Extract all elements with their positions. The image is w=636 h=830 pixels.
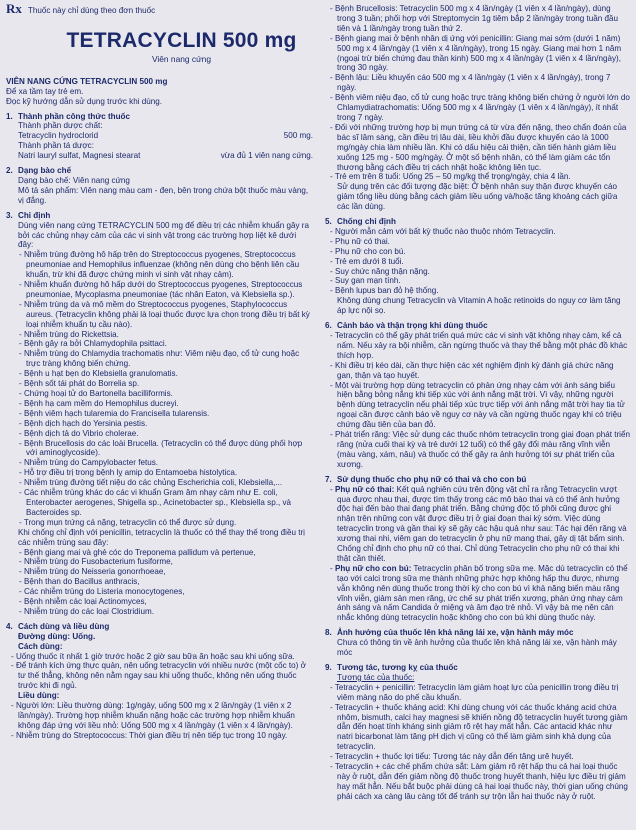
list-item: - Nhiễm trùng do Chlamydia trachomatis như: Viêm niệu đạo, cổ tử cung hoặc trực tràng không biến chứng. — [6, 349, 313, 369]
rx-symbol: Rx — [6, 1, 22, 16]
section-heading: 5. Chống chỉ định — [325, 217, 396, 227]
right-column — [325, 4, 630, 802]
contraindication-list — [325, 227, 630, 296]
section-heading: 6. Cảnh báo và thận trọng khi dùng thuốc — [325, 321, 488, 331]
list-item: - Trẻ em trên 8 tuổi: Uống 25 – 50 mg/kg thể trọng/ngày, chia 4 lần. — [325, 172, 630, 182]
interaction-list — [325, 683, 630, 802]
ingredient-row: Natri lauryl sulfat, Magnesi stearat vừa đủ 1 viên nang cứng. — [18, 151, 313, 161]
section-text: Không dùng chung Tetracyclin và Vitamin A hoặc retinoids do nguy cơ làm tăng áp lực nội sọ. — [337, 296, 621, 316]
list-item: - Bệnh nhiễm các loại Actinomyces, — [6, 597, 313, 607]
section-text: Chưa có thông tin về ảnh hưởng của thuốc lên khả năng lái xe, vận hành máy móc — [337, 638, 617, 658]
section-text: Dạng bào chế: Viên nang cứng — [18, 175, 130, 185]
subsection-heading: Liều dùng: — [18, 691, 60, 701]
section-heading: 9. Tương tác, tương kỵ của thuốc — [325, 663, 458, 672]
section-text: Thành phần dược chất: — [18, 121, 103, 131]
list-item: - Nhiễm trùng do các loại Clostridium. — [6, 607, 313, 617]
list-item: - Người mẫn cảm với bất kỳ thuốc nào thuộc nhóm Tetracyclin. — [325, 227, 630, 237]
list-item: - Bệnh dịch hạch do Yersinia pestis. — [6, 419, 313, 429]
list-item: - Phát triển răng: Việc sử dụng các thuốc nhóm tetracyclin trong giai đoạn phát triển răng (nửa cuối thai kỳ và trẻ dưới 12 tuổi) có thể gây đổi màu răng vĩnh viễn (màu vàng, xám, nâu) và thuốc có thể gây ra ảnh hưởng tới sự phát triển của xương. — [325, 430, 630, 470]
list-item: - Nhiễm trùng đường tiết niệu do các chủng Escherichia coli, Klebsiella,... — [6, 478, 313, 488]
section-text: Dùng viên nang cứng TETRACYCLIN 500 mg để điều trị các nhiễm khuẩn gây ra bởi các chủng nhạy cảm của các vi sinh vật trong các trường hợp liệt kê dưới đây: — [18, 220, 309, 250]
list-item: - Tetracyclin + penicillin: Tetracyclin làm giảm hoạt lực của penicillin trong điều trị viêm màng não do phế cầu khuẩn. — [325, 683, 630, 703]
list-item: - Bệnh u hạt bẹn do Klebsiella granulomatis. — [6, 369, 313, 379]
list-item: - Để tránh kích ứng thực quản, nên uống tetracyclin với nhiều nước (một cốc to) ở tư thế thẳng, không nên nằm ngay sau khi uống thuốc, không nên uống thuốc trước khi đi ngủ. — [6, 661, 313, 691]
usage-list — [6, 652, 313, 692]
section-heading: 3. Chỉ định — [6, 210, 51, 220]
list-item: - Suy gan mạn tính. — [325, 276, 630, 286]
list-item: - Tetracyclin + thuốc kháng acid: Khi dùng chung với các thuốc kháng acid chứa nhôm, bismuth, calci hay magnesi sẽ khiến nồng độ tetracyclin huyết tương giảm dẫn đến hoạt tính kháng sinh giảm rõ rệt hay mất hẳn. Các antacid khác như natri bicarbonat làm tăng pH dịch vị cũng có thể làm giảm sinh khả dụng của tetracyclin. — [325, 703, 630, 753]
list-item: - Tetracyclin + các chế phẩm chứa sắt: Làm giảm rõ rệt hấp thu cả hai loại thuốc này ở ruột, dẫn đến giảm nồng độ thuốc trong huyết thanh, hiệu lực điều trị giảm hay mất hẳn. Nếu bắt buộc phải dùng cả hai loại thuốc này, thời gian uống chúng phải cách xa càng lâu càng tốt để tránh sự trộn lẫn hai thuốc này ở ruột. — [325, 762, 630, 802]
subsection-heading: Cách dùng: — [18, 641, 63, 651]
dosage-list-continued — [325, 4, 630, 182]
intro-heading: VIÊN NANG CỨNG TETRACYCLIN 500 mg — [6, 76, 168, 86]
product-title: TETRACYCLIN 500 mg — [66, 28, 297, 52]
list-item: - Suy chức năng thận nặng. — [325, 267, 630, 277]
list-item: - Phụ nữ có thai: Kết quả nghiên cứu trên động vật chỉ ra rằng Tetracyclin vượt qua được nhau thai, được tìm thấy trong các mô bào thai và có thể ảnh hưởng độc hại đến bào thai đang phát triển. Bằng chứng độc tố phôi cũng được ghi nhận trên những con vật được điều trị ở giai đoạn thai kỳ sớm. Việc dùng tetracyclin trong và gần thai kỳ sẽ gây các hậu quả như sau: Tác hại đến răng và xương thai nhi, viêm gan do tetracyclin ở phụ nữ mang thai, gây dị tật bẩm sinh. Chống chỉ định cho phụ nữ có thai. Chỉ dùng Tetracyclin cho phụ nữ có thai khi thật cần thiết. — [325, 485, 630, 564]
list-item: - Bệnh giang mai và ghẻ cóc do Treponema pallidum và pertenue, — [6, 548, 313, 558]
subsection-heading: Tương tác của thuốc: — [337, 672, 415, 682]
list-item: - Bệnh viêm niệu đạo, cổ tử cung hoặc trực tràng không biến chứng ở người lớn do Chlamydiatrachomatis: Uống 500 mg x 4 lần/ngày (1 viên x 4 lần/ngày), ít nhất trong 7 ngày. — [325, 93, 630, 123]
section-heading: 8. Ảnh hưởng của thuốc lên khả năng lái xe, vận hành máy móc — [325, 628, 574, 638]
list-item: - Nhiễm khuẩn đường hô hấp dưới do Streptococcus pyogenes, Streptococcus pneumoniae, Mycoplasma pneumoniae (tác nhân Eaton, và Klebsiella sp.). — [6, 280, 313, 300]
list-item: - Phụ nữ cho con bú. — [325, 247, 630, 257]
list-item: - Trẻ em dưới 8 tuổi. — [325, 257, 630, 267]
rx-header — [6, 1, 313, 16]
left-column — [6, 1, 313, 741]
list-item: - Nhiễm trùng do Neisseria gonorrhoeae, — [6, 567, 313, 577]
indication-list — [6, 250, 313, 527]
product-subtitle: Viên nang cứng — [151, 53, 211, 64]
list-item: - Nhiễm trùng do Streptococcus: Thời gian điều trị nên tiếp tục trong 10 ngày. — [6, 731, 313, 741]
list-item: - Một vài trường hợp dùng tetracyclin có phản ứng nhạy cảm với ánh sáng biểu hiện bằng bỏng nắng khi tiếp xúc với ánh nắng mặt trời. Vì vậy, những người bệnh dùng tetracyclin nếu phải tiếp xúc trực tiếp với ánh nắng mặt trời hay tia tử ngoại cần được cảnh báo về nguy cơ này và cần ngừng thuốc ngay khi có triệu chứng đầu tiên của ban đỏ. — [325, 381, 630, 431]
section-heading: 4. Cách dùng và liều dùng — [6, 621, 110, 631]
section-heading: 7. Sử dụng thuốc cho phụ nữ có thai và cho con bú — [325, 474, 527, 484]
section-text: Thành phần tá dược: — [18, 141, 94, 151]
list-item: - Khi điều trị kéo dài, cần thực hiện các xét nghiệm định kỳ đánh giá chức năng gan, thận và tạo huyết. — [325, 361, 630, 381]
list-item: - Bệnh lậu: Liều khuyến cáo 500 mg x 4 lần/ngày (1 viên x 4 lần/ngày), trong 7 ngày. — [325, 73, 630, 93]
list-item: - Chứng hoại tử do Bartonella bacilliformis. — [6, 389, 313, 399]
list-item: - Nhiễm trùng da và mô mềm do Streptococcus pyogenes, Staphylococcus aureus. (Tetracyclin không phải là loại thuốc được lựa chọn trong điều trị bất kỳ loại nhiễm khuẩn tụ cầu nào). — [6, 300, 313, 330]
list-item: - Tetracyclin + thuốc lợi tiểu: Tương tác này dẫn đến tăng urê huyết. — [325, 752, 630, 762]
intro-line: Để xa tầm tay trẻ em. — [6, 86, 84, 96]
list-item: - Bệnh giang mai ở bệnh nhân dị ứng với penicillin: Giang mai sớm (dưới 1 năm) 500 mg x 4 lần/ngày (1 viên x 4 lần/ngày), trong 15 ngày. Giang mai hơn 1 năm (ngoại trừ biến chứng đau thần kinh) 500 mg x 4 lần/ngày (1 viên x 4 lần/ngày), trong 30 ngày. — [325, 34, 630, 74]
list-item: - Hỗ trợ điều trị trong bệnh lỵ amip do Entamoeba histolytica. — [6, 468, 313, 478]
list-item: - Người lớn: Liều thường dùng: 1g/ngày, uống 500 mg x 2 lần/ngày (1 viên x 2 lần/ngày). Trường hợp nhiễm khuẩn nặng hoặc các trường hợp nhiễm khuẩn không đáp ứng với liều nhỏ: Uống 500 mg x 4 lần/ngày (1 viên x 4 lần/ngày). — [6, 701, 313, 731]
list-item: - Các nhiễm trùng do Listeria monocytogenes, — [6, 587, 313, 597]
section-text: Sử dụng trên các đối tượng đặc biệt: Ở bệnh nhân suy thận được khuyến cáo giảm tổng liều dùng bằng cách giảm liều uống và/hoặc tăng khoảng cách giữa các lần dùng. — [337, 182, 618, 212]
list-item: - Các nhiễm trùng khác do các vi khuẩn Gram âm nhạy cảm như E. coli, Enterobacter aerogenes, Shigella sp., Acinetobacter sp., Klebsiella sp., và Bacteroides sp. — [6, 488, 313, 518]
list-item: - Phụ nữ cho con bú: Tetracyclin phân bố trong sữa mẹ. Mặc dù tetracyclin có thể tạo với calci trong sữa mẹ thành những phức hợp không hấp thu được, nhưng vẫn không nên dùng thuốc trong thời kỳ cho con bú vì khả năng biến màu răng vĩnh viễn, giảm sản men răng, ức chế sự phát triển xương, phản ứng nhạy cảm ánh sáng và nấm Candida ở miệng và âm đạo trẻ nhỏ. Vì vậy bà mẹ nên cân nhắc không dùng tetracyclin hoặc không cho con bú khi dùng thuốc này. — [325, 564, 630, 623]
list-item: - Nhiễm trùng đường hô hấp trên do Streptococcus pyogenes, Streptococcus pneumoniae and Hemophilus influenzae (không nên dùng cho bệnh liên cầu khuẩn, trừ khi đã được chứng minh vi sinh vật nhạy cảm). — [6, 250, 313, 280]
section-text: Khi chống chỉ định với penicillin, tetracyclin là thuốc có thể thay thế trong điều trị các nhiễm trùng sau đây: — [18, 527, 305, 547]
list-item: - Nhiễm trùng do Rickettsia. — [6, 330, 313, 340]
dosage-list — [6, 701, 313, 741]
section-text: Mô tả sản phẩm: Viên nang màu cam - đen, bên trong chứa bột thuốc màu vàng, vị đắng. — [18, 185, 309, 205]
section-text: Đường dùng: Uống. — [18, 631, 96, 641]
list-item: - Tetracyclin có thể gây phát triển quá mức các vi sinh vật không nhạy cảm, kể cả nấm. Nếu xảy ra bội nhiễm, cần ngừng thuốc và thay thế bằng một phác đồ khác thích hợp. — [325, 331, 630, 361]
list-item: - Bệnh gây ra bởi Chlamydophila psittaci. — [6, 339, 313, 349]
alternative-indication-list — [6, 548, 313, 617]
ingredient-row: Tetracyclin hydroclorid 500 mg. — [18, 131, 313, 141]
list-item: - Trong mụn trứng cá nặng, tetracyclin có thể được sử dụng. — [6, 518, 313, 528]
list-item: - Đối với những trường hợp bị mụn trứng cá từ vừa đến nặng, theo chẩn đoán của bác sĩ lâm sàng, cần điều trị lâu dài, liều khởi đầu được khuyến cáo là 1000 mg/ngày chia làm nhiều lần. Khi có dấu hiệu cải thiện, cần tiến hành giảm liều xuống 125 mg - 500 mg/ngày. Ở một số bệnh nhân, có thể làm giảm các tổn thương bằng cách điều trị cách nhật hoặc không liên tục. — [325, 123, 630, 173]
section-heading: 2. Dạng bào chế — [6, 166, 72, 176]
list-item: - Bệnh dịch tả do Vibrio cholerae. — [6, 429, 313, 439]
list-item: - Bệnh viêm hạch tularemia do Francisella tularensis. — [6, 409, 313, 419]
list-item: - Nhiễm trùng do Campylobacter fetus. — [6, 458, 313, 468]
list-item: - Bệnh hạ cam mềm do Hemophilus ducreyi. — [6, 399, 313, 409]
section-heading: 1. Thành phần công thức thuốc — [6, 111, 130, 121]
list-item: - Bệnh Brucellosis do các loài Brucella. (Tetracyclin có thể được dùng phối hợp với aminoglycoside). — [6, 439, 313, 459]
list-item: - Phụ nữ có thai. — [325, 237, 630, 247]
list-item: - Bệnh than do Bacillus anthracis, — [6, 577, 313, 587]
pregnancy-list — [325, 485, 630, 624]
list-item: - Bệnh lupus ban đỏ hệ thống. — [325, 286, 630, 296]
list-item: - Uống thuốc ít nhất 1 giờ trước hoặc 2 giờ sau bữa ăn hoặc sau khi uống sữa. — [6, 652, 313, 662]
list-item: - Nhiễm trùng do Fusobacterium fusiforme, — [6, 557, 313, 567]
list-item: - Bệnh Brucellosis: Tetracyclin 500 mg x 4 lần/ngày (1 viên x 4 lần/ngày), dùng trong 3 tuần; phối hợp với Streptomycin 1g tiêm bắp 2 lần/ngày trong tuần đầu tiên và 1 lần/ngày trong tuần thứ 2. — [325, 4, 630, 34]
warning-list — [325, 331, 630, 470]
list-item: - Bệnh sốt tái phát do Borrelia sp. — [6, 379, 313, 389]
intro-line: Đọc kỹ hướng dẫn sử dụng trước khi dùng. — [6, 96, 162, 106]
prescription-notice: Thuốc này chỉ dùng theo đơn thuốc — [27, 6, 156, 15]
